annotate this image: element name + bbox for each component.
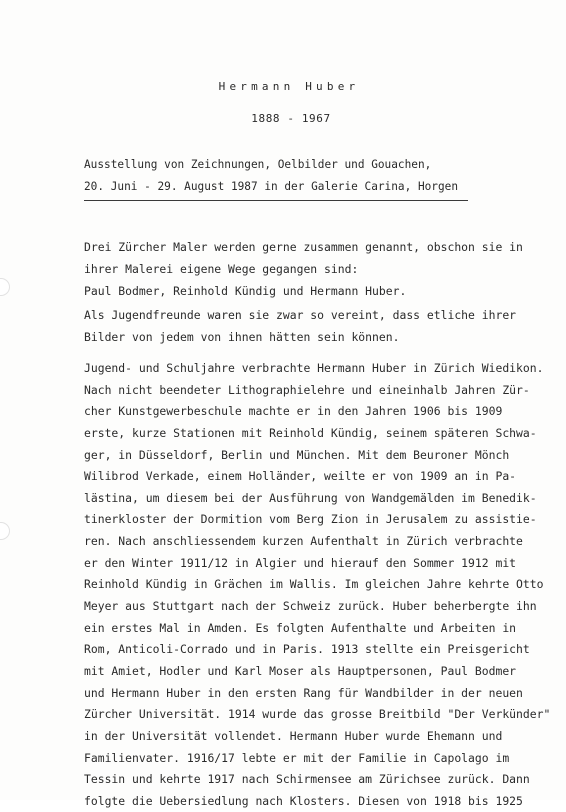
text-line: und Hermann Huber in den ersten Rang für Wandbilder in der neuen	[84, 685, 523, 700]
exhibition-line: Ausstellung von Zeichnungen, Oelbilder und Gouachen,	[84, 158, 432, 171]
exhibition-info	[84, 154, 484, 198]
binder-hole	[0, 278, 10, 296]
text-line: Reinhold Kündig in Grächen im Wallis. Im gleichen Jahre kehrte Otto	[84, 577, 544, 592]
text-line: Meyer aus Stuttgart nach der Schweiz zurück. Huber beherbergte ihn	[84, 599, 537, 614]
text-line: Tessin und kehrte 1917 nach Schirmensee am Zürichsee zurück. Dann	[84, 772, 530, 787]
text-line: Zürcher Universität. 1914 wurde das grosse Breitbild "Der Verkünder"	[84, 707, 551, 722]
underline-rule	[84, 200, 468, 201]
intro-paragraph	[84, 236, 523, 280]
text-line: Jugend- und Schuljahre verbrachte Hermann Huber in Zürich Wiedikon.	[84, 361, 544, 375]
text-line: ren. Nach anschliessendem kurzen Aufenthalt in Zürich verbrachte	[84, 534, 523, 549]
text-line: Rom, Anticoli-Corrado und in Paris. 1913 stellte ein Preisgericht	[84, 642, 530, 657]
text-line: mit Amiet, Hodler und Karl Moser als Hauptpersonen, Paul Bodmer	[84, 663, 517, 678]
text-line: in der Universität vollendet. Hermann Huber wurde Ehemann und	[84, 728, 503, 743]
text-line: Bilder von jedem von ihnen hätten sein können.	[84, 330, 400, 344]
text-line: ger, in Düsseldorf, Berlin und München. Mit dem Beuroner Mönch	[84, 447, 510, 462]
text-line: folgte die Uebersiedlung nach Klosters. Diesen von 1918 bis 1925	[84, 793, 523, 808]
document-title: Hermann Huber	[218, 80, 360, 93]
text-line: Wilibrod Verkade, einem Holländer, weilte er von 1909 an in Pa-	[84, 469, 517, 484]
text-line: tinerkloster der Dormition vom Berg Zion in Jerusalem zu assistie-	[84, 512, 537, 527]
text-line: erste, kurze Stationen mit Reinhold Kündig, seinem späteren Schwa-	[84, 425, 537, 440]
youth-paragraph	[84, 304, 517, 348]
biography-paragraph	[84, 358, 551, 812]
binder-hole	[0, 522, 10, 540]
exhibition-line: 20. Juni - 29. August 1987 in der Galerie Carina, Horgen	[84, 180, 459, 193]
text-line: Drei Zürcher Maler werden gerne zusammen genannt, obschon sie in	[84, 240, 523, 254]
text-line: ein erstes Mal in Amden. Es folgten Aufenthalte und Arbeiten in	[84, 620, 517, 635]
text-line: Als Jugendfreunde waren sie zwar so vereint, dass etliche ihrer	[84, 308, 517, 322]
text-line: Paul Bodmer, Reinhold Kündig und Hermann Huber.	[84, 284, 407, 298]
text-line: ihrer Malerei eigene Wege gegangen sind:	[84, 262, 359, 276]
life-years: 1888 - 1967	[251, 112, 331, 125]
text-line: cher Kunstgewerbeschule machte er in den Jahren 1906 bis 1909	[84, 404, 503, 419]
text-line: Nach nicht beendeter Lithographielehre und eineinhalb Jahren Zür-	[84, 382, 530, 397]
painter-names	[84, 280, 484, 302]
text-line: er den Winter 1911/12 in Algier und hierauf den Sommer 1912 mit	[84, 555, 517, 570]
text-line: Familienvater. 1916/17 lebte er mit der Familie in Capolago im	[84, 750, 510, 765]
text-line: lästina, um diesem bei der Ausführung von Wandgemälden im Benedik-	[84, 490, 537, 505]
